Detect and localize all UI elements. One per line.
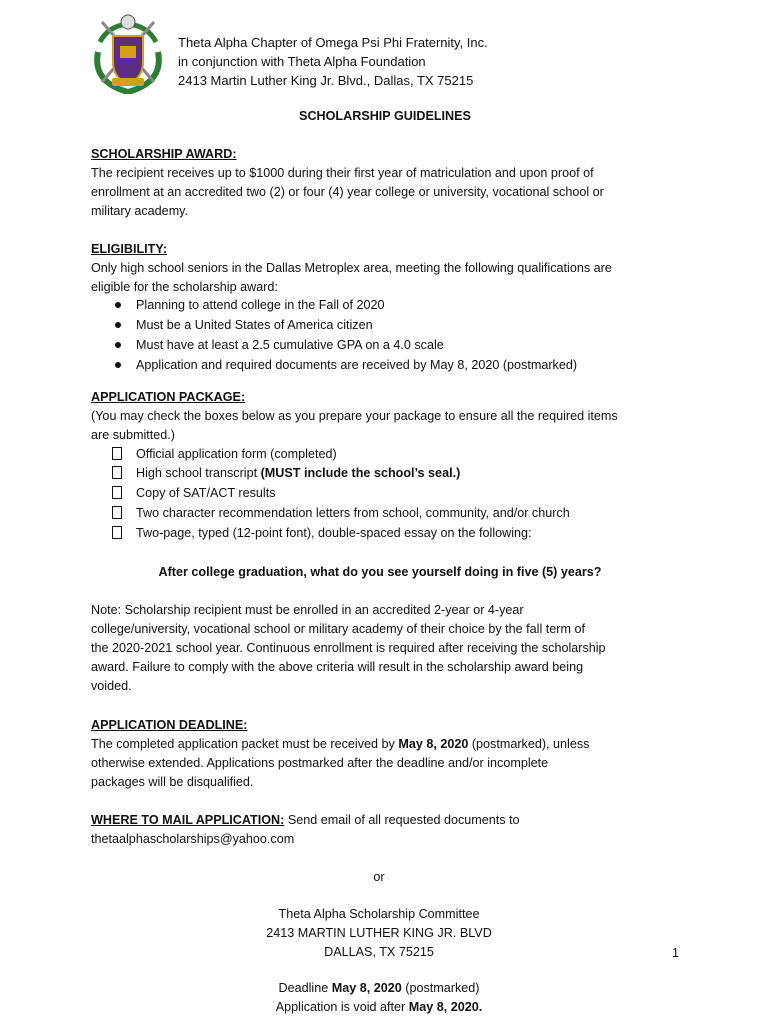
deadline-line-1: The completed application packet must be received by May 8, 2020 (postmarked), unless — [91, 737, 590, 751]
eligibility-text-line: Only high school seniors in the Dallas Metroplex area, meeting the following qualifications are — [91, 261, 612, 275]
award-heading: SCHOLARSHIP AWARD: — [91, 147, 237, 161]
bullet-icon — [115, 302, 123, 310]
or-separator: or — [373, 870, 385, 884]
package-text-line: are submitted.) — [91, 428, 175, 442]
email-address[interactable]: thetaalphascholarships@yahoo.com — [91, 832, 295, 846]
package-text-line: (You may check the boxes below as you prepare your package to ensure all the required items — [91, 409, 618, 423]
address-line-2: 2413 MARTIN LUTHER KING JR. BLVD — [266, 926, 492, 940]
mail-line: WHERE TO MAIL APPLICATION: Send email of all requested documents to — [91, 813, 520, 827]
header-line-1: Theta Alpha Chapter of Omega Psi Phi Fraternity, Inc. — [178, 35, 488, 50]
note-line: Note: Scholarship recipient must be enrolled in an accredited 2-year or 4-year — [91, 603, 524, 617]
eligibility-item: Planning to attend college in the Fall of 2020 — [136, 298, 385, 312]
bullet-icon — [115, 342, 123, 350]
checkbox-icon[interactable] — [112, 506, 122, 519]
bullet-icon — [115, 362, 123, 370]
mail-heading: WHERE TO MAIL APPLICATION: — [91, 813, 285, 827]
eligibility-heading: ELIGIBILITY: — [91, 242, 168, 256]
award-text-line: enrollment at an accredited two (2) or four (4) year college or university, vocational school or — [91, 185, 604, 199]
footer-line-2: Application is void after May 8, 2020. — [275, 1000, 483, 1014]
note-line: the 2020-2021 school year. Continuous enrollment is required after receiving the scholarship — [91, 641, 606, 655]
address-line-3: DALLAS, TX 75215 — [324, 945, 434, 959]
checkbox-icon[interactable] — [112, 447, 122, 460]
checkbox-icon[interactable] — [112, 486, 122, 499]
package-item: Official application form (completed) — [136, 447, 337, 461]
deadline-date: May 8, 2020 — [398, 737, 469, 751]
award-text-line: military academy. — [91, 204, 189, 218]
transcript-requirement: (MUST include the school’s seal.) — [260, 466, 461, 480]
package-heading: APPLICATION PACKAGE: — [91, 390, 246, 404]
document-title: SCHOLARSHIP GUIDELINES — [299, 109, 471, 123]
checkbox-icon[interactable] — [112, 466, 122, 479]
package-item: Copy of SAT/ACT results — [136, 486, 276, 500]
eligibility-item: Must be a United States of America citizen — [136, 318, 373, 332]
fraternity-crest-logo — [88, 12, 168, 94]
essay-question: After college graduation, what do you see yourself doing in five (5) years? — [158, 565, 602, 579]
package-item-transcript: High school transcript (MUST include the school’s seal.) — [136, 466, 461, 480]
package-item: Two-page, typed (12-point font), double-spaced essay on the following: — [136, 526, 532, 540]
page-number: 1 — [672, 946, 680, 960]
note-line: college/university, vocational school or military academy of their choice by the fall term of — [91, 622, 585, 636]
bullet-icon — [115, 322, 123, 330]
note-line: award. Failure to comply with the above criteria will result in the scholarship award being — [91, 660, 584, 674]
checkbox-icon[interactable] — [112, 526, 122, 539]
header-line-3: 2413 Martin Luther King Jr. Blvd., Dallas, TX 75215 — [178, 73, 474, 88]
footer-line-1: Deadline May 8, 2020 (postmarked) — [278, 981, 480, 995]
package-item: Two character recommendation letters from school, community, and/or church — [136, 506, 570, 520]
eligibility-text-line: eligible for the scholarship award: — [91, 280, 278, 294]
note-line: voided. — [91, 679, 132, 693]
deadline-line-2: otherwise extended. Applications postmarked after the deadline and/or incomplete — [91, 756, 549, 770]
eligibility-item: Application and required documents are received by May 8, 2020 (postmarked) — [136, 358, 578, 372]
award-text-line: The recipient receives up to $1000 during their first year of matriculation and upon proof of — [91, 166, 594, 180]
header-line-2: in conjunction with Theta Alpha Foundation — [178, 54, 426, 69]
address-line-1: Theta Alpha Scholarship Committee — [278, 907, 480, 921]
eligibility-item: Must have at least a 2.5 cumulative GPA on a 4.0 scale — [136, 338, 444, 352]
deadline-heading: APPLICATION DEADLINE: — [91, 718, 248, 732]
deadline-line-3: packages will be disqualified. — [91, 775, 254, 789]
